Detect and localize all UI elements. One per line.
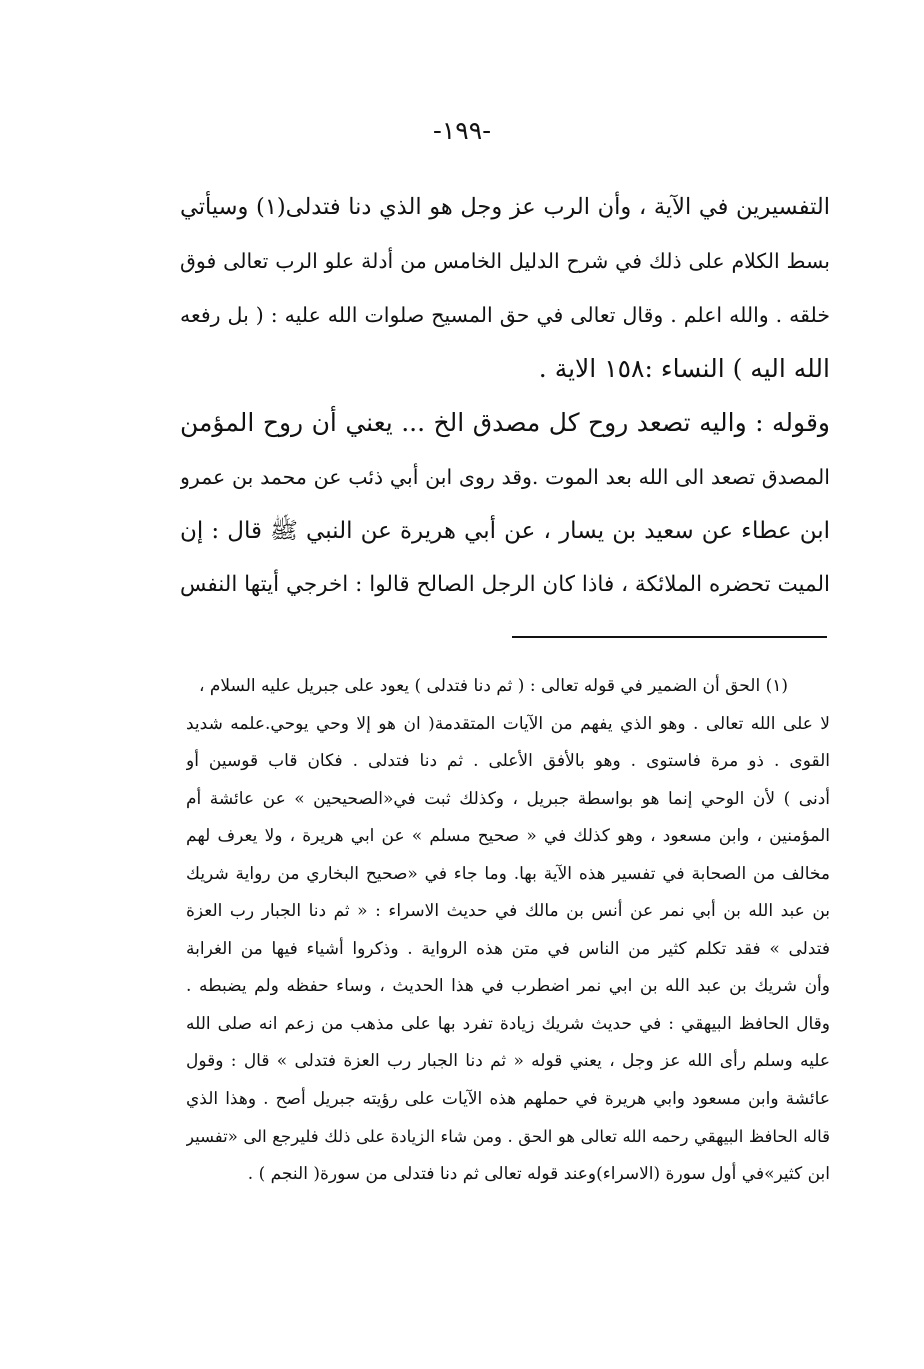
text-line: وقوله : واليه تصعد روح كل مصدق الخ ... يعني أن روح المؤمن — [180, 408, 830, 437]
footnote-line: (١) الحق أن الضمير في قوله تعالى : ( ثم دنا فتدلى ) يعود على جبريل عليه السلام ، — [198, 676, 788, 696]
footnote-line: وأن شريك بن عبد الله بن ابي نمر اضطرب في هذا الحديث ، وساء حفظه ولم يضبطه . — [186, 976, 830, 996]
footnote-line: بن عبد الله بن أبي نمر عن أنس بن مالك في حديث الاسراء : « ثم دنا الجبار رب العزة — [186, 901, 830, 921]
text-line: بسط الكلام على ذلك في شرح الدليل الخامس من أدلة علو الرب تعالى فوق — [180, 249, 830, 273]
footnote-separator — [512, 636, 827, 638]
footnote-line: مخالف من الصحابة في تفسير هذه الآية بها. وما جاء في «صحيح البخاري من رواية شريك — [186, 863, 830, 884]
footnote-line: لا على الله تعالى . وهو الذي يفهم من الآيات المتقدمة( ان هو إلا وحي يوحي.علمه شديد — [186, 713, 830, 734]
text-line: خلقه . والله اعلم . وقال تعالى في حق المسيح صلوات الله عليه : ( بل رفعه — [180, 303, 830, 327]
footnote-line: فتدلى » فقد تكلم كثير من الناس في متن هذه الرواية . وذكروا أشياء فيها من الغرابة — [186, 938, 830, 959]
footnote-line: وقال الحافظ البيهقي : في حديث شريك زيادة تفرد بها على مذهب من زعم انه صلى الله — [186, 1013, 830, 1034]
footnote-line: المؤمنين ، وابن مسعود ، وهو كذلك في « صحيح مسلم » عن ابي هريرة ، ولا يعرف لهم — [186, 826, 830, 846]
text-line: المصدق تصعد الى الله بعد الموت .وقد روى ابن أبي ذئب عن محمد بن عمرو — [180, 465, 830, 489]
text-line: التفسيرين في الآية ، وأن الرب عز وجل هو الذي دنا فتدلى(١) وسيأتي — [180, 194, 830, 220]
footnote-line: ابن كثير»في أول سورة (الاسراء)وعند قوله تعالى ثم دنا فتدلى من سورة( النجم ) . — [247, 1163, 830, 1184]
text-line: الميت تحضره الملائكة ، فاذا كان الرجل الصالح قالوا : اخرجي أيتها النفس — [180, 572, 830, 597]
footnote-line: قاله الحافظ البيهقي رحمه الله تعالى هو الحق . ومن شاء الزيادة على ذلك فليرجع الى «تفسير — [186, 1127, 830, 1146]
page-number: -١٩٩- — [432, 116, 492, 145]
paragraph-hadith — [180, 396, 830, 612]
footnote-line: عليه وسلم رأى الله عز وجل ، يعني قوله « ثم دنا الجبار رب العزة فتدلى » قال : وقول — [186, 1051, 830, 1071]
paragraph-main — [180, 180, 830, 396]
footnote-line: عائشة وابن مسعود وابي هريرة في حملهم هذه الآيات على رؤيته جبريل أصح . وهذا الذي — [186, 1088, 830, 1109]
text-line: ابن عطاء عن سعيد بن يسار ، عن أبي هريرة عن النبي ﷺ قال : إن — [180, 518, 830, 544]
footnote-line: أدنى ) لأن الوحي إنما هو بواسطة جبريل ، وكذلك ثبت في«الصحيحين » عن عائشة أم — [186, 788, 830, 809]
footnote — [186, 668, 830, 1193]
footnote-line: القوى . ذو مرة فاستوى . وهو بالأفق الأعلى . ثم دنا فتدلى . فكان قاب قوسين أو — [186, 751, 830, 771]
text-line: الله اليه ) النساء :١٥٨ الاية . — [538, 354, 830, 383]
